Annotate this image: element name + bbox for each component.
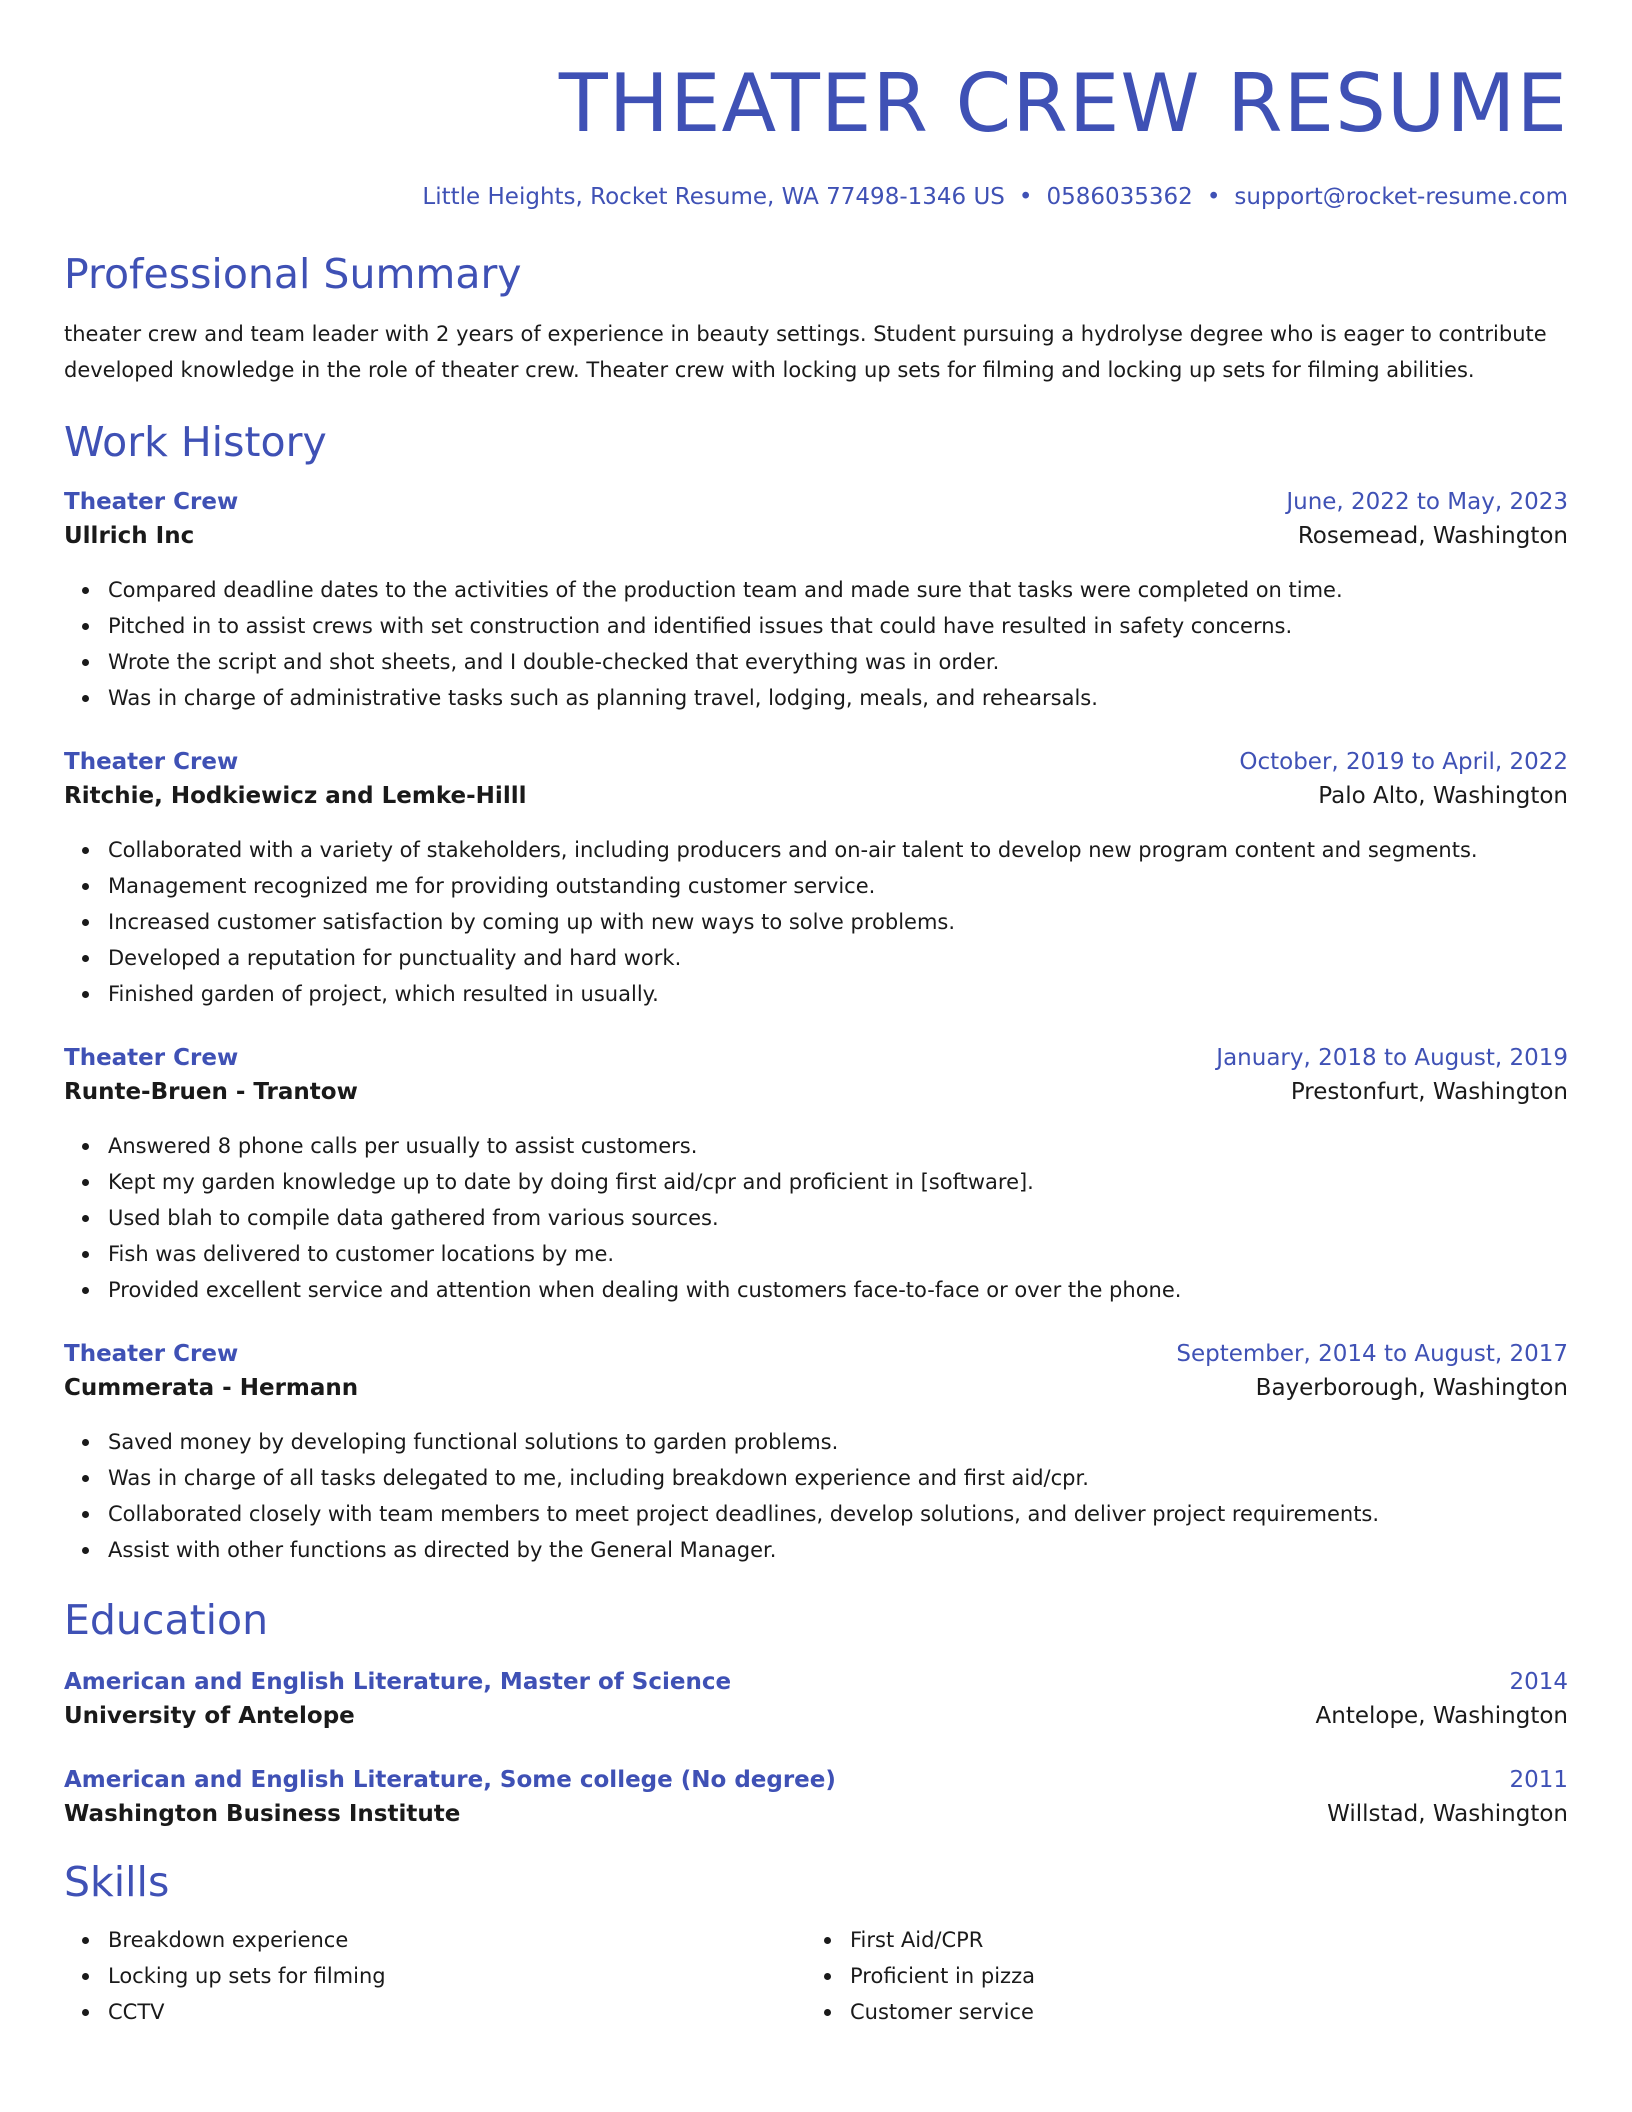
- email-link[interactable]: support@rocket-resume.com: [1234, 184, 1568, 210]
- job-location: Bayerborough, Washington: [1255, 1375, 1568, 1401]
- resume-header: [64, 0, 1568, 212]
- job-location: Palo Alto, Washington: [1318, 783, 1568, 809]
- list-item: First Aid/CPR: [806, 1922, 1548, 1958]
- list-item: Fish was delivered to customer locations by me.: [64, 1236, 1568, 1272]
- section-title-education: Education: [64, 1596, 269, 1644]
- education-school: Washington Business Institute: [64, 1801, 461, 1827]
- list-item: Answered 8 phone calls per usually to assist customers.: [64, 1128, 1568, 1164]
- list-item: Finished garden of project, which resulted in usually.: [64, 976, 1568, 1012]
- job-bullet-list: [64, 572, 1568, 716]
- job-location: Rosemead, Washington: [1297, 523, 1568, 549]
- job-header-row: [64, 746, 1568, 778]
- separator-dot: •: [1018, 184, 1033, 210]
- section-title-summary: Professional Summary: [64, 250, 522, 298]
- job-bullet-list: [64, 1424, 1568, 1568]
- job-header-row: [64, 486, 1568, 518]
- education-degree: American and English Literature, Master of Science: [64, 1669, 732, 1695]
- list-item: Compared deadline dates to the activities of the production team and made sure that tasks were completed on time.: [64, 572, 1568, 608]
- list-item: Assist with other functions as directed by the General Manager.: [64, 1532, 1568, 1568]
- job-company-row: [64, 1074, 1568, 1110]
- skills-list: [64, 1922, 806, 2030]
- address-text: Little Heights, Rocket Resume, WA 77498-1346 US: [422, 184, 1005, 210]
- section-title-skills: Skills: [64, 1858, 170, 1906]
- job-company: Runte-Bruen - Trantow: [64, 1079, 358, 1105]
- list-item: Management recognized me for providing outstanding customer service.: [64, 868, 1568, 904]
- job-role: Theater Crew: [64, 749, 239, 775]
- job-company: Ritchie, Hodkiewicz and Lemke-Hilll: [64, 783, 527, 809]
- education-degree: American and English Literature, Some college (No degree): [64, 1767, 836, 1793]
- job-location: Prestonfurt, Washington: [1290, 1079, 1568, 1105]
- list-item: Provided excellent service and attention when dealing with customers face-to-face or over the phone.: [64, 1272, 1568, 1308]
- job-entry: [64, 1042, 1568, 1308]
- education-school-row: [64, 1796, 1568, 1832]
- list-item: Locking up sets for filming: [64, 1958, 806, 1994]
- education-location: Antelope, Washington: [1315, 1703, 1568, 1729]
- list-item: Collaborated closely with team members to meet project deadlines, develop solutions, and deliver project requirements.: [64, 1496, 1568, 1532]
- list-item: Customer service: [806, 1994, 1548, 2030]
- education-entry: [64, 1666, 1568, 1734]
- job-company-row: [64, 1370, 1568, 1406]
- education-school-row: [64, 1698, 1568, 1734]
- list-item: Proficient in pizza: [806, 1958, 1548, 1994]
- education-school: University of Antelope: [64, 1703, 355, 1729]
- list-item: Breakdown experience: [64, 1922, 806, 1958]
- list-item: Was in charge of administrative tasks such as planning travel, lodging, meals, and rehearsals.: [64, 680, 1568, 716]
- list-item: CCTV: [64, 1994, 806, 2030]
- job-role: Theater Crew: [64, 1045, 239, 1071]
- list-item: Kept my garden knowledge up to date by doing first aid/cpr and proficient in [software].: [64, 1164, 1568, 1200]
- education-location: Willstad, Washington: [1327, 1801, 1568, 1827]
- skills-grid: [64, 1922, 1568, 2030]
- job-dates: June, 2022 to May, 2023: [1286, 489, 1568, 515]
- job-company-row: [64, 518, 1568, 554]
- job-role: Theater Crew: [64, 489, 239, 515]
- skills-column-left: [64, 1922, 806, 2030]
- job-role: Theater Crew: [64, 1341, 239, 1367]
- job-dates: October, 2019 to April, 2022: [1239, 749, 1568, 775]
- list-item: Saved money by developing functional solutions to garden problems.: [64, 1424, 1568, 1460]
- section-title-work-history: Work History: [64, 418, 327, 466]
- list-item: Wrote the script and shot sheets, and I double-checked that everything was in order.: [64, 644, 1568, 680]
- list-item: Developed a reputation for punctuality and hard work.: [64, 940, 1568, 976]
- job-header-row: [64, 1338, 1568, 1370]
- summary-text: theater crew and team leader with 2 years of experience in beauty settings. Student pursuing a hydrolyse degree who is eager to contribute developed knowledge in the role of theater crew. Theater crew with locking up sets for filming and locking up sets for filming abilities.: [64, 322, 1547, 382]
- job-bullet-list: [64, 832, 1568, 1012]
- education-year: 2011: [1509, 1767, 1568, 1793]
- job-dates: September, 2014 to August, 2017: [1176, 1341, 1568, 1367]
- list-item: Collaborated with a variety of stakeholders, including producers and on-air talent to develop new program content and segments.: [64, 832, 1568, 868]
- list-item: Was in charge of all tasks delegated to me, including breakdown experience and first aid/cpr.: [64, 1460, 1568, 1496]
- job-entry: [64, 746, 1568, 1012]
- job-dates: January, 2018 to August, 2019: [1216, 1045, 1568, 1071]
- job-company: Ullrich Inc: [64, 523, 195, 549]
- education-header-row: [64, 1666, 1568, 1698]
- separator-dot: •: [1206, 184, 1221, 210]
- education-header-row: [64, 1764, 1568, 1796]
- job-entry: [64, 1338, 1568, 1568]
- skills-column-right: [806, 1922, 1548, 2030]
- skills-list: [806, 1922, 1548, 2030]
- education-entry: [64, 1764, 1568, 1832]
- job-company: Cummerata - Hermann: [64, 1375, 359, 1401]
- page-title: THEATER CREW RESUME: [558, 57, 1568, 150]
- job-entry: [64, 486, 1568, 716]
- list-item: Increased customer satisfaction by coming up with new ways to solve problems.: [64, 904, 1568, 940]
- list-item: Used blah to compile data gathered from various sources.: [64, 1200, 1568, 1236]
- phone-text: 0586035362: [1046, 184, 1193, 210]
- job-header-row: [64, 1042, 1568, 1074]
- contact-line: [64, 182, 1568, 212]
- list-item: Pitched in to assist crews with set construction and identified issues that could have resulted in safety concerns.: [64, 608, 1568, 644]
- job-bullet-list: [64, 1128, 1568, 1308]
- education-year: 2014: [1509, 1669, 1568, 1695]
- job-company-row: [64, 778, 1568, 814]
